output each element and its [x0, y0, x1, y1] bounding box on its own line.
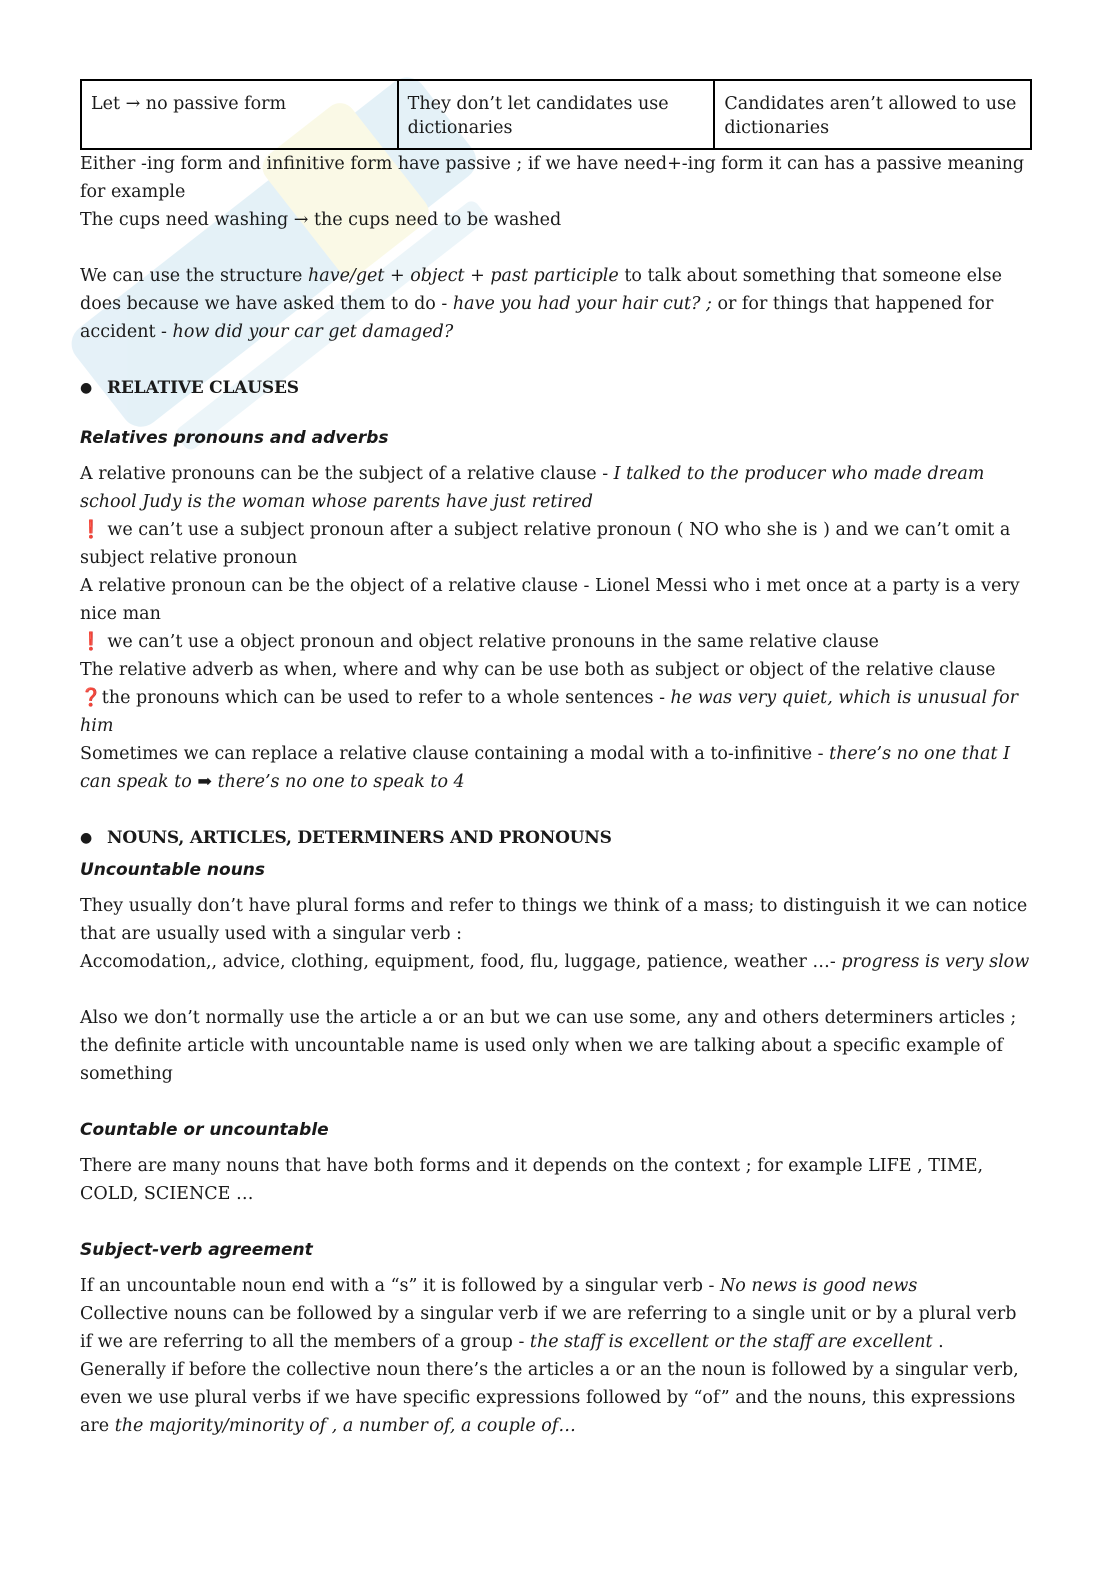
- paragraph: [80, 684, 1032, 740]
- text: the pronouns which can be used to refer to a whole sentences -: [101, 688, 671, 708]
- text: or for things that happened for accident -: [80, 294, 994, 342]
- paragraph: [80, 460, 1032, 516]
- subheading: Uncountable nouns: [80, 860, 266, 880]
- paragraph: Also we don’t normally use the article a or an but we can use some, any and others determiners articles ; the definite article with uncountable name is used only when we are talking about a specific example of something: [80, 1008, 1017, 1084]
- example-text: No news is good news: [719, 1276, 918, 1296]
- paragraph: The relative adverb as when, where and why can be use both as subject or object of the relative clause: [80, 660, 996, 680]
- subheading: Relatives pronouns and adverbs: [80, 428, 389, 448]
- subheading: Subject-verb agreement: [80, 1240, 313, 1260]
- table-cell: Candidates aren’t allowed to use dictionaries: [714, 80, 1031, 149]
- heading-text: NOUNS, ARTICLES, DETERMINERS AND PRONOUNS: [107, 828, 612, 848]
- paragraph: [80, 1272, 1032, 1300]
- section-heading: [80, 374, 1032, 402]
- exclamation-icon: ❗: [80, 632, 102, 652]
- text: We can use the structure: [80, 266, 308, 286]
- passive-example-table: [80, 79, 1032, 150]
- text: Collective nouns can be followed by a singular verb if we are referring to a single unit or by a plural verb if we are referring to all the members of a group -: [80, 1304, 1017, 1352]
- text: we can’t use a object pronoun and object relative pronouns in the same relative clause: [107, 632, 879, 652]
- text: .: [932, 1332, 944, 1352]
- paragraph: [80, 516, 1032, 572]
- paragraph: [80, 1356, 1032, 1440]
- paragraph: [80, 628, 1032, 656]
- paragraph: There are many nouns that have both forms and it depends on the context ; for example LIFE , TIME, COLD, SCIENCE …: [80, 1156, 984, 1204]
- table-cell: Let → no passive form: [81, 80, 398, 149]
- document-page: [80, 79, 1032, 1440]
- example-text: have you had your hair cut? ;: [452, 294, 712, 314]
- example-text: there’s no one that I can speak to ➡ there’s no one to speak to 4: [80, 744, 1010, 792]
- text: If an uncountable noun end with a “s” it is followed by a singular verb -: [80, 1276, 720, 1296]
- subheading: Countable or uncountable: [80, 1120, 329, 1140]
- example-text: I talked to the producer who made dream school Judy is the woman whose parents have just retired: [80, 464, 985, 512]
- example-text: he was very quiet, which is unusual for him: [80, 688, 1018, 736]
- paragraph: The cups need washing → the cups need to be washed: [80, 210, 562, 230]
- section-heading: [80, 824, 1032, 852]
- example-text: the majority/minority of , a number of, a couple of…: [114, 1416, 576, 1436]
- table-cell: They don’t let candidates use dictionaries: [398, 80, 715, 149]
- example-text: the staff is excellent or the staff are excellent: [529, 1332, 933, 1352]
- question-icon: ❓: [80, 688, 102, 708]
- example-text: how did your car get damaged?: [172, 322, 454, 342]
- paragraph: A relative pronoun can be the object of a relative clause - Lionel Messi who i met once at a party is a very nice man: [80, 576, 1020, 624]
- text: Generally if before the collective noun there’s the articles a or an the noun is followed by a singular verb, even we use plural verbs if we have specific expressions followed by “of” and the nouns, this expressions are: [80, 1360, 1019, 1436]
- heading-text: RELATIVE CLAUSES: [107, 378, 299, 398]
- text: we can’t use a subject pronoun after a subject relative pronoun ( NO who she is ) and we can’t omit a subject relative pronoun: [80, 520, 1011, 568]
- text: Accomodation,, advice, clothing, equipment, food, flu, luggage, patience, weather …-: [80, 952, 842, 972]
- paragraph: [80, 1300, 1032, 1356]
- paragraph: [80, 262, 1032, 346]
- paragraph: [80, 948, 1032, 976]
- example-text: have/get + object + past participle: [307, 266, 619, 286]
- bullet-icon: ●: [80, 380, 93, 396]
- paragraph: Either -ing form and infinitive form have passive ; if we have need+-ing form it can has a passive meaning for example: [80, 154, 1025, 202]
- text: Sometimes we can replace a relative clause containing a modal with a to-infinitive -: [80, 744, 830, 764]
- paragraph: They usually don’t have plural forms and refer to things we think of a mass; to distinguish it we can notice that are usually used with a singular verb :: [80, 896, 1028, 944]
- paragraph: [80, 740, 1032, 796]
- bullet-icon: ●: [80, 830, 93, 846]
- text: to talk about something that someone else does because we have asked them to do -: [80, 266, 1002, 314]
- table-row: [81, 80, 1031, 149]
- exclamation-icon: ❗: [80, 520, 102, 540]
- text: A relative pronouns can be the subject of a relative clause -: [80, 464, 614, 484]
- example-text: progress is very slow: [841, 952, 1030, 972]
